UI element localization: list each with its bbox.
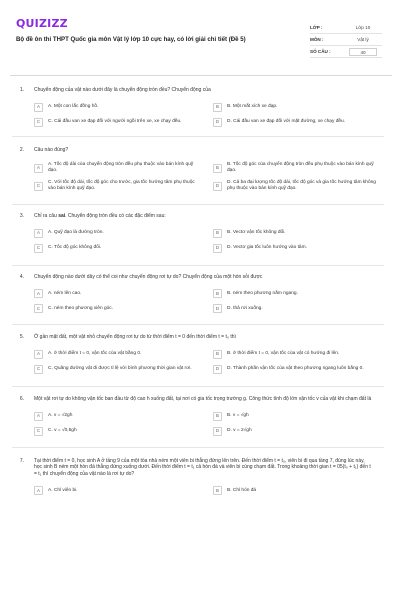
option-text: C. Cái đầu van xe đạp đối với người ngồi trên xe, xe chạy đều.: [48, 119, 182, 125]
option-letter-box: C: [34, 244, 43, 253]
meta-row-count: [310, 46, 382, 58]
option-text: C. Tốc độ góc không đổi.: [48, 245, 102, 251]
option-c[interactable]: [34, 244, 205, 253]
option-d[interactable]: [213, 427, 384, 436]
question-text: Một vật rơi tự do không vận tốc ban đầu từ độ cao h xuống đất, tại nơi có gia tốc trọng trường g. Công thức tính độ lớn vận tốc v của vật khi chạm đất là: [34, 395, 372, 402]
option-letter-box: A: [34, 229, 43, 238]
options-grid: [34, 162, 384, 192]
option-text: C. Với tốc độ dài, tốc độ góc cho trước, gia tốc hướng tâm phụ thuộc vào bán kính quỹ đạo.: [48, 180, 195, 192]
question-7: [12, 458, 384, 496]
question-text: Câu nào đúng?: [34, 146, 69, 153]
question-6: [12, 396, 384, 448]
options-grid: [34, 289, 384, 313]
options-grid: [34, 486, 384, 495]
option-b[interactable]: [213, 229, 384, 238]
question-text-part: Chỉ ra câu: [34, 213, 59, 220]
option-letter-box: C: [34, 304, 43, 313]
options-grid: [34, 229, 384, 253]
option-a[interactable]: [34, 350, 205, 359]
option-text: B. ném theo phương nằm ngang.: [227, 290, 298, 296]
option-text: C. Quãng đường vật đi được tỉ lệ với bình phương thời gian vật rơi.: [48, 366, 192, 372]
question-4: [12, 274, 384, 326]
option-letter-box: D: [213, 304, 222, 313]
option-b[interactable]: [213, 412, 384, 421]
meta-row-class: [310, 22, 382, 34]
option-d[interactable]: [213, 304, 384, 313]
option-c[interactable]: [34, 118, 205, 127]
option-text: B. v = √gh: [227, 413, 249, 419]
option-b[interactable]: [213, 289, 384, 298]
option-text: B. Vectơ vận tốc không đổi.: [227, 230, 286, 236]
question-divider: [12, 265, 384, 266]
question-text: Chuyển động của vật nào dưới đây là chuyển động tròn đều? Chuyển động của: [34, 87, 211, 93]
option-text: A. v = √2gh: [48, 413, 73, 419]
option-text: A. Quỹ đạo là đường tròn.: [48, 230, 104, 236]
option-c[interactable]: [34, 304, 205, 313]
option-a[interactable]: [34, 412, 205, 421]
question-2: [12, 147, 384, 206]
question-1: [12, 87, 384, 137]
question-number: 7.: [19, 457, 24, 464]
question-3: [12, 213, 384, 266]
options-grid: [34, 412, 384, 436]
option-text: B. ở thời điểm t = 0, vận tốc của vật có hướng đi lên.: [227, 351, 340, 357]
option-letter-box: A: [34, 103, 43, 112]
option-letter-box: A: [34, 412, 43, 421]
option-letter-box: C: [34, 118, 43, 127]
option-letter-box: B: [213, 412, 222, 421]
option-letter-box: D: [213, 365, 222, 374]
option-text: C. ném theo phương xiên góc.: [48, 305, 114, 311]
options-grid: [34, 103, 384, 127]
option-c[interactable]: [34, 365, 205, 374]
option-text: B. Một mắt xích xe đạp.: [227, 104, 278, 110]
question-text: [34, 213, 384, 220]
question-divider: [12, 136, 384, 137]
option-d[interactable]: [213, 180, 384, 192]
worksheet-header: [10, 10, 392, 76]
option-text: A. ném lên cao.: [48, 290, 82, 296]
meta-key: MÔN :: [310, 37, 324, 42]
question-divider: [12, 204, 384, 205]
meta-row-subject: [310, 34, 382, 46]
option-a[interactable]: [34, 486, 205, 495]
question-text: Chuyển động nào dưới dây có thể coi như chuyển động rơi tự do? Chuyển động của một hòn sỏi được: [34, 273, 263, 280]
option-text: C. v = √0,5gh: [48, 428, 77, 434]
option-c[interactable]: [34, 427, 205, 436]
question-number: 1.: [19, 87, 24, 93]
option-letter-box: D: [213, 182, 222, 191]
meta-value: Vật lý: [357, 37, 369, 42]
option-b[interactable]: [213, 103, 384, 112]
option-text: D. thả rơi xuống.: [227, 305, 263, 311]
document-title: Bộ đề ôn thi THPT Quốc gia môn Vật lý lớp 10 cực hay, có lời giải chi tiết (Đề 5): [16, 36, 246, 43]
question-number: 4.: [19, 273, 24, 280]
option-d[interactable]: [213, 365, 384, 374]
option-d[interactable]: [213, 244, 384, 253]
option-text: A. Một con lắc đồng hồ.: [48, 104, 99, 110]
question-text-part: . Chuyển động tròn đều có các đặc điểm sau:: [65, 213, 166, 220]
option-letter-box: D: [213, 427, 222, 436]
question-text: Ở gần mặt đất, một vật nhỏ chuyển động rơi tự do từ thời điểm t = 0 đến thời điểm t = t₀ thì: [34, 334, 236, 341]
option-letter-box: D: [213, 118, 222, 127]
question-number: 2.: [19, 146, 24, 153]
option-letter-box: B: [213, 103, 222, 112]
meta-value: Lớp 10: [355, 25, 371, 30]
option-text: B. Chỉ hòn đá: [227, 487, 257, 493]
meta-key: LỚP :: [310, 25, 323, 30]
option-letter-box: C: [34, 182, 43, 191]
option-letter-box: A: [34, 289, 43, 298]
option-text: A. ở thời điểm t = 0, vận tốc của vật bằng 0.: [48, 351, 142, 357]
question-number: 5.: [19, 334, 24, 341]
option-letter-box: C: [34, 427, 43, 436]
option-letter-box: B: [213, 486, 222, 495]
option-letter-box: B: [213, 229, 222, 238]
question-divider: [12, 447, 384, 448]
option-letter-box: C: [34, 365, 43, 374]
option-letter-box: B: [213, 289, 222, 298]
question-divider: [12, 386, 384, 387]
question-number: 3.: [19, 213, 24, 220]
option-letter-box: A: [34, 164, 43, 173]
option-a[interactable]: [34, 289, 205, 298]
logo-text: QUIZIZZ: [16, 16, 68, 30]
question-divider: [12, 324, 384, 325]
options-grid: [34, 350, 384, 374]
meta-value: 40: [349, 48, 377, 56]
option-text: D. v = 2√gh: [227, 428, 252, 434]
option-text: D. Vectơ gia tốc luôn hướng vào tâm.: [227, 245, 307, 251]
question-text: Tại thời điểm t = 0, học sinh A ở tầng 9 của một tòa nhà ném một viên bi thẳng đứng lên trên. Đến thời điểm t = t₀, viên bi đi qua tầng 7, đúng lúc này, học sinh B ném một hòn đá thẳng đứng xuống dưới. Đến thời điểm t = t₁ cả hòn đá và viên bi cùng chạm đất. Trong khoảng thời gian t = 05(t₀ + t₁) đến t = t₁ thì chuyển động của vật nào là rơi tự do?: [34, 457, 371, 477]
option-a[interactable]: [34, 229, 205, 238]
option-a[interactable]: [34, 162, 205, 174]
option-b[interactable]: [213, 350, 384, 359]
option-a[interactable]: [34, 103, 205, 112]
meta-table: [310, 22, 382, 58]
option-text: D. Thành phần vận tốc của vật theo phương ngang luôn bằng 0.: [227, 366, 364, 372]
option-b[interactable]: [213, 486, 384, 495]
option-letter-box: B: [213, 350, 222, 359]
option-letter-box: D: [213, 244, 222, 253]
option-text: A. Chỉ viên bi.: [48, 487, 78, 493]
option-text: B. Tốc độ góc của chuyển động tròn đều phụ thuộc vào bán kính quỹ đạo.: [227, 162, 374, 174]
option-c[interactable]: [34, 180, 205, 192]
question-number: 6.: [19, 395, 24, 402]
option-text: D. Cái đầu van xe đạp đối với mặt đường, xe chạy đều.: [227, 119, 346, 125]
question-text-emphasis: sai: [58, 213, 66, 220]
question-5: [12, 334, 384, 387]
option-letter-box: A: [34, 350, 43, 359]
option-letter-box: A: [34, 486, 43, 495]
option-d[interactable]: [213, 118, 384, 127]
question-list: [10, 87, 392, 495]
option-text: D. Cả ba đại lượng tốc độ dài, tốc độ góc và gia tốc hướng tâm không phụ thuộc vào bán kính quỹ đạo.: [227, 180, 376, 192]
meta-key: SỐ CÂU :: [310, 49, 331, 54]
quizizz-logo: [16, 16, 68, 30]
option-b[interactable]: [213, 162, 384, 174]
option-text: A. Tốc độ dài của chuyển động tròn đều phụ thuộc vào bán kính quỹ đạo.: [48, 162, 194, 174]
option-letter-box: B: [213, 164, 222, 173]
